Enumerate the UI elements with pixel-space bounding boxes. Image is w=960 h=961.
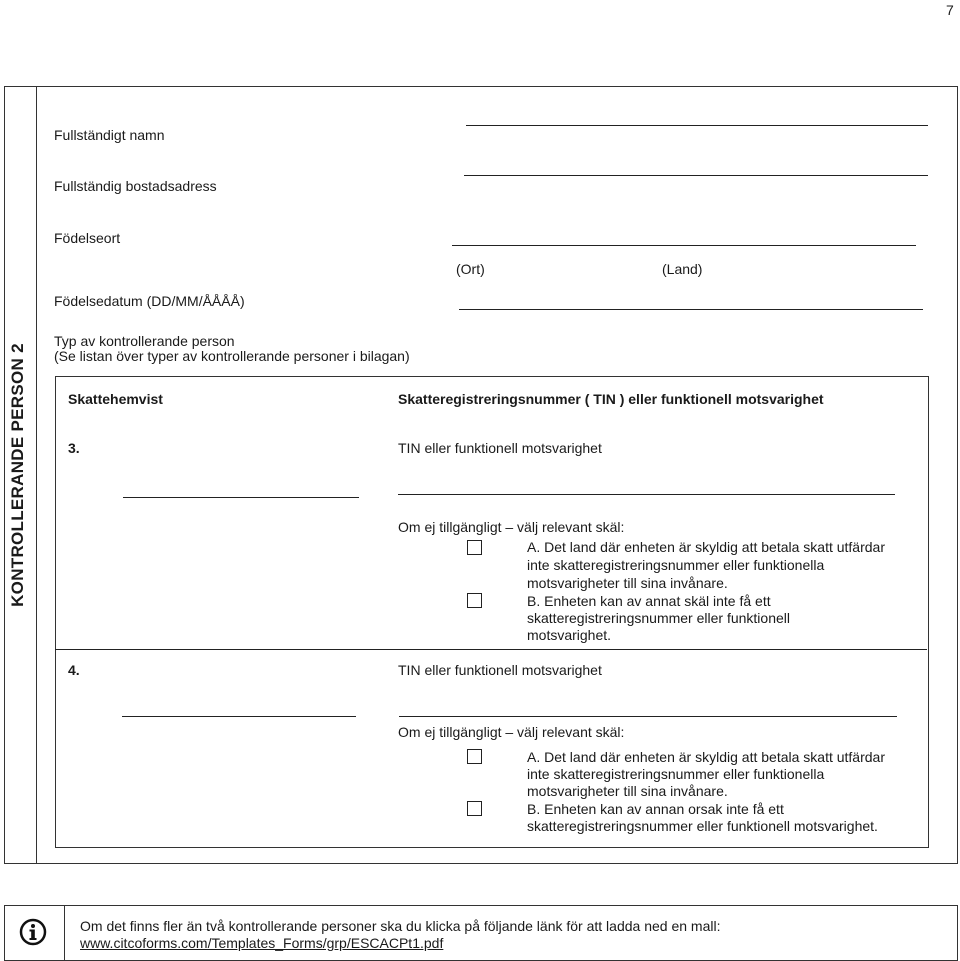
row4-tin-input-line[interactable]	[399, 716, 897, 717]
full-name-input-line[interactable]	[466, 125, 928, 126]
row3-option-a-line2: inte skatteregistreringsnummer eller funktionella	[527, 557, 825, 573]
row4-reason-prompt: Om ej tillgängligt – välj relevant skäl:	[398, 724, 625, 740]
row3-number: 3.	[68, 440, 80, 456]
row3-tin-label: TIN eller funktionell motsvarighet	[398, 440, 602, 456]
person-type-label-line2: (Se listan över typer av kontrollerande personer i bilagan)	[54, 348, 410, 364]
full-address-input-line[interactable]	[464, 175, 928, 176]
birthplace-input-line[interactable]	[452, 245, 916, 246]
info-text: Om det finns fler än två kontrollerande personer ska du klicka på följande länk för att ladda ned en mall:	[80, 918, 721, 934]
row3-option-b-line1: B. Enheten kan av annat skäl inte få ett	[527, 593, 771, 609]
template-download-link[interactable]: www.citcoforms.com/Templates_Forms/grp/ESCACPt1.pdf	[80, 935, 444, 951]
birthplace-country-label: (Land)	[662, 261, 703, 277]
row4-option-a-line1: A. Det land där enheten är skyldig att betala skatt utfärdar	[527, 749, 885, 765]
info-box-divider	[64, 905, 65, 960]
row3-option-b-checkbox[interactable]	[467, 593, 482, 608]
row3-tin-input-line[interactable]	[398, 494, 895, 495]
col-residence-header: Skattehemvist	[68, 391, 163, 407]
row3-residence-input-line[interactable]	[123, 497, 359, 498]
full-address-label: Fullständig bostadsadress	[54, 178, 217, 194]
row4-tin-label: TIN eller funktionell motsvarighet	[398, 662, 602, 678]
row3-option-b-line2: skatteregistreringsnummer eller funktionell	[527, 610, 790, 626]
birthdate-input-line[interactable]	[459, 309, 923, 310]
birthplace-city-label: (Ort)	[456, 261, 485, 277]
row4-option-a-line2: inte skatteregistreringsnummer eller funktionella	[527, 766, 825, 782]
page-number: 7	[946, 2, 954, 18]
row3-option-a-line3: motsvarigheter till sina invånare.	[527, 575, 728, 591]
row4-number: 4.	[68, 662, 80, 678]
col-tin-header: Skatteregistreringsnummer ( TIN ) eller funktionell motsvarighet	[398, 391, 824, 407]
row4-option-b-line2: skatteregistreringsnummer eller funktionell motsvarighet.	[527, 818, 878, 834]
birthdate-label: Födelsedatum (DD/MM/ÅÅÅÅ)	[54, 293, 245, 309]
side-label: KONTROLLERANDE PERSON 2	[8, 343, 27, 607]
row3-reason-prompt: Om ej tillgängligt – välj relevant skäl:	[398, 519, 625, 535]
row4-residence-input-line[interactable]	[122, 716, 356, 717]
row4-option-a-line3: motsvarigheter till sina invånare.	[527, 783, 728, 799]
full-name-label: Fullständigt namn	[54, 127, 165, 143]
row4-option-b-checkbox[interactable]	[467, 801, 482, 816]
side-column-divider	[36, 86, 37, 864]
row3-option-a-checkbox[interactable]	[467, 540, 482, 555]
birthplace-label: Födelseort	[54, 230, 121, 246]
row3-option-b-line3: motsvarighet.	[527, 627, 612, 643]
person-type-label-line1: Typ av kontrollerande person	[54, 333, 235, 349]
row4-option-b-line1: B. Enheten kan av annan orsak inte få ett	[527, 801, 784, 817]
row4-option-a-checkbox[interactable]	[467, 749, 482, 764]
row3-option-a-line1: A. Det land där enheten är skyldig att betala skatt utfärdar	[527, 539, 885, 555]
row-divider	[55, 649, 927, 650]
info-icon	[19, 918, 47, 946]
